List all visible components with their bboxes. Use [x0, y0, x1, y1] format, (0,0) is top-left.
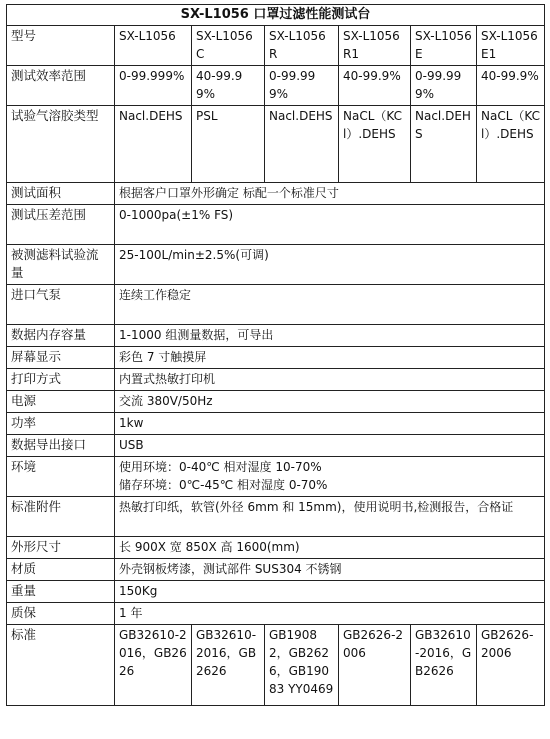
- aerosol-cell: Nacl.DEHS: [411, 106, 477, 183]
- row-value: [115, 457, 545, 497]
- spec-sheet: [6, 4, 544, 706]
- row-value: 外壳钢板烤漆，测试部件 SUS304 不锈钢: [115, 559, 545, 581]
- efficiency-cell: 40-99.9%: [477, 66, 545, 106]
- model-cell: SX-L1056E1: [477, 26, 545, 66]
- efficiency-cell: 0-99.999%: [411, 66, 477, 106]
- row-value: 1kw: [115, 413, 545, 435]
- row-export: [7, 435, 545, 457]
- row-aerosol: [7, 106, 545, 183]
- row-label: 电源: [7, 391, 115, 413]
- row-weight: [7, 581, 545, 603]
- standard-cell: GB2626-2006: [339, 625, 411, 706]
- standard-cell: GB32610-2016，GB2626: [411, 625, 477, 706]
- standard-cell: GB2626-2006: [477, 625, 545, 706]
- model-cell: SX-L1056R: [265, 26, 339, 66]
- aerosol-cell: PSL: [192, 106, 265, 183]
- usage-environment: 使用环境：0-40℃ 相对湿度 10-70%: [119, 460, 322, 474]
- row-label: 标准: [7, 625, 115, 706]
- aerosol-cell: NaCL（KCl）.DEHS: [339, 106, 411, 183]
- standard-cell: GB32610-2016，GB2626: [115, 625, 192, 706]
- row-label: 屏幕显示: [7, 347, 115, 369]
- row-printer: [7, 369, 545, 391]
- row-value: 150Kg: [115, 581, 545, 603]
- row-value: 连续工作稳定: [115, 285, 545, 325]
- row-value: 内置式热敏打印机: [115, 369, 545, 391]
- row-value: 热敏打印纸，软管(外径 6mm 和 15mm)，使用说明书,检测报告，合格证: [115, 497, 545, 537]
- model-cell: SX-L1056E: [411, 26, 477, 66]
- row-label: 数据导出接口: [7, 435, 115, 457]
- storage-environment: 储存环境：0℃-45℃ 相对湿度 0-70%: [119, 478, 328, 492]
- row-label: 重量: [7, 581, 115, 603]
- row-value: 长 900X 宽 850X 高 1600(mm): [115, 537, 545, 559]
- row-environment: [7, 457, 545, 497]
- standard-cell: GB32610-2016，GB2626: [192, 625, 265, 706]
- row-label: 被测滤料试验流量: [7, 245, 115, 285]
- row-pressure: [7, 205, 545, 245]
- row-label: 测试面积: [7, 183, 115, 205]
- aerosol-cell: Nacl.DEHS: [265, 106, 339, 183]
- row-value: 25-100L/min±2.5%(可调): [115, 245, 545, 285]
- spec-table: [6, 4, 545, 706]
- row-wattage: [7, 413, 545, 435]
- row-value: 交流 380V/50Hz: [115, 391, 545, 413]
- table-title: SX-L1056 口罩过滤性能测试台: [7, 5, 545, 26]
- model-cell: SX-L1056C: [192, 26, 265, 66]
- row-label: 进口气泵: [7, 285, 115, 325]
- row-label: 试验气溶胶类型: [7, 106, 115, 183]
- efficiency-cell: 40-99.9%: [339, 66, 411, 106]
- row-model: [7, 26, 545, 66]
- row-label: 测试压差范围: [7, 205, 115, 245]
- row-label: 材质: [7, 559, 115, 581]
- row-area: [7, 183, 545, 205]
- model-cell: SX-L1056: [115, 26, 192, 66]
- row-power: [7, 391, 545, 413]
- row-label: 功率: [7, 413, 115, 435]
- row-pump: [7, 285, 545, 325]
- row-label: 型号: [7, 26, 115, 66]
- efficiency-cell: 40-99.99%: [192, 66, 265, 106]
- row-label: 质保: [7, 603, 115, 625]
- row-efficiency: [7, 66, 545, 106]
- row-label: 打印方式: [7, 369, 115, 391]
- row-label: 环境: [7, 457, 115, 497]
- aerosol-cell: Nacl.DEHS: [115, 106, 192, 183]
- row-label: 外形尺寸: [7, 537, 115, 559]
- row-accessories: [7, 497, 545, 537]
- row-standard: [7, 625, 545, 706]
- row-value: 彩色 7 寸触摸屏: [115, 347, 545, 369]
- row-value: 0-1000pa(±1% FS): [115, 205, 545, 245]
- row-value: 1 年: [115, 603, 545, 625]
- row-flow: [7, 245, 545, 285]
- row-value: USB: [115, 435, 545, 457]
- row-label: 数据内存容量: [7, 325, 115, 347]
- row-value: 根据客户口罩外形确定 标配一个标准尺寸: [115, 183, 545, 205]
- row-screen: [7, 347, 545, 369]
- row-material: [7, 559, 545, 581]
- row-dimensions: [7, 537, 545, 559]
- row-warranty: [7, 603, 545, 625]
- model-cell: SX-L1056R1: [339, 26, 411, 66]
- efficiency-cell: 0-99.999%: [265, 66, 339, 106]
- row-label: 测试效率范围: [7, 66, 115, 106]
- row-label: 标准附件: [7, 497, 115, 537]
- aerosol-cell: NaCL（KCl）.DEHS: [477, 106, 545, 183]
- row-value: 1-1000 组测量数据，可导出: [115, 325, 545, 347]
- row-memory: [7, 325, 545, 347]
- standard-cell: GB19082，GB2626，GB19083 YY0469: [265, 625, 339, 706]
- efficiency-cell: 0-99.999%: [115, 66, 192, 106]
